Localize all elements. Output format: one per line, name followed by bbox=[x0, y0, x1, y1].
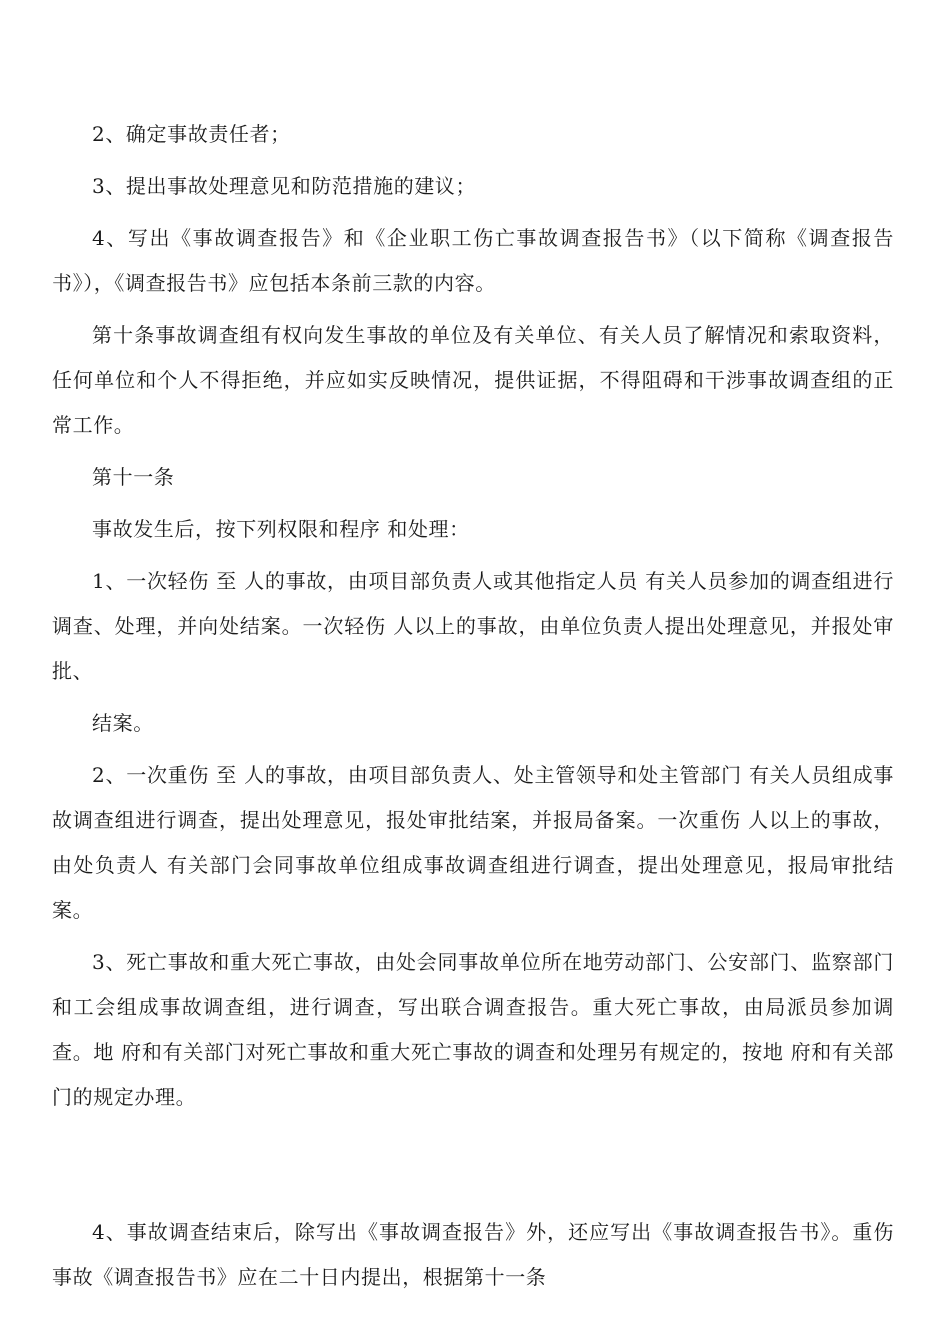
paragraph-article-10: 第十条事故调查组有权向发生事故的单位及有关单位、有关人员了解情况和索取资料，任何单位和个人不得拒绝，并应如实反映情况，提供证据，不得阻碍和干涉事故调查组的正常工作。 bbox=[52, 323, 894, 437]
paragraph-serious-injury: 2、一次重伤 至 人的事故，由项目部负责人、处主管领导和处主管部门 有关人员组成事故调查组进行调查，提出处理意见，报处审批结案，并报局备案。一次重伤 人以上的事故，由处负责人 有关部门会同事故单位组成事故调查组进行调查，提出处理意见，报局审批结案。 bbox=[52, 763, 894, 922]
paragraph-closing-case: 结案。 bbox=[92, 711, 154, 735]
paragraph-item-3: 3、提出事故处理意见和防范措施的建议； bbox=[92, 174, 477, 198]
paragraph-gap bbox=[52, 1127, 894, 1210]
paragraph-article-11-heading: 第十一条 bbox=[92, 465, 175, 489]
paragraph-minor-injury: 1、一次轻伤 至 人的事故，由项目部负责人或其他指定人员 有关人员参加的调查组进行调查、处理，并向处结案。一次轻伤 人以上的事故，由单位负责人提出处理意见，并报处审批、 bbox=[52, 569, 894, 683]
paragraph-procedure-intro: 事故发生后，按下列权限和程序 和处理： bbox=[92, 517, 470, 541]
paragraph-item-4: 4、写出《事故调查报告》和《企业职工伤亡事故调查报告书》（以下简称《调查报告书》），《调查报告书》应包括本条前三款的内容。 bbox=[52, 226, 894, 295]
paragraph-fatal-accident: 3、死亡事故和重大死亡事故，由处会同事故单位所在地劳动部门、公安部门、监察部门和工会组成事故调查组，进行调查，写出联合调查报告。重大死亡事故，由局派员参加调查。地 府和有关部门对死亡事故和重大死亡事故的调查和处理另有规定的，按地 府和有关部门的规定办理。 bbox=[52, 950, 894, 1109]
text-block-top bbox=[52, 112, 894, 1120]
paragraph-investigation-report: 4、事故调查结束后，除写出《事故调查报告》外，还应写出《事故调查报告书》。重伤事故《调查报告书》应在二十日内提出，根据第十一条 bbox=[52, 1220, 894, 1289]
paragraph-item-2: 2、确定事故责任者； bbox=[92, 122, 291, 146]
text-block-bottom bbox=[52, 1210, 894, 1300]
document-page bbox=[52, 112, 894, 1307]
